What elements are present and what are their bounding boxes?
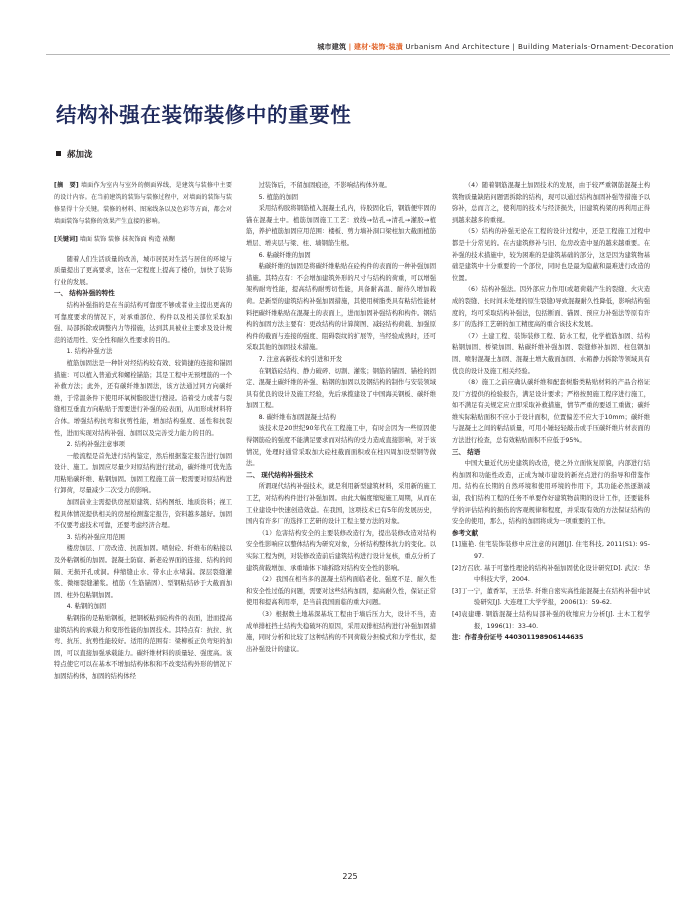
- abstract-text: 墙面作为室内与室外的侧面界线，是建筑与装修中主要的设计内容。在当前建筑的装饰与装修过程中，对墙面的装饰与装修显得十分关键。装修的材料、图案线条以及色彩等方面，都会对墙面装饰与装修的效果产生直接的影响。: [54, 182, 232, 225]
- paragraph: （3）根据数土地基深基坑工程由于墙后压力大，设计不当，造成单排桩挡土结构失稳破坏的原因，采用双排桩结构进行补强加固措施，同时分析和比较了这种结构的不同荷载分担模式和力学性状，提出补强设计的建议。: [246, 610, 436, 653]
- paragraph: （5）结构的补强无论在工程的设计过程中，还是工程施工过程中都是十分常见的。在古建筑修补与旧、危房改造中显的越来越重要。在补强的技术措施中，较为困难的是建筑基础的部分，这是因为建筑物基础是建筑中十分重要的一个部位，同时也是最为隐蔽和最难进行改造的位置。: [452, 228, 650, 282]
- paragraph: （2）我国在相当多的混凝土结构面临老化、强度不足、耐久性和安全性过低的问题，需要对这些结构加固，提高耐久性，保证正常使用和提高利用率，是当前我国面临的重大问题。: [246, 576, 436, 607]
- reference-item: [3]丁一宁，董香军，王岳华. 纤维自密实高性能混凝土在结构补强中试验研究[J]. 大连理工大学学报，2006(1)：59-62.: [452, 587, 650, 607]
- header-rule: [46, 54, 670, 55]
- subsection-heading: 4. 粘钢的加固: [66, 603, 107, 611]
- paragraph: （6）结构补强法。因外部应力作用(或超荷载产生的裂缝、火灾造成的裂缝、长时间未处理的原生裂缝)导致混凝耐久性降低，影响结构强度的，均可采取结构补强法，包括断面、锚固、预应力补强法等原有许多厂的选择工艺研的加工精度高的重合该技术发展。: [452, 286, 650, 329]
- paragraph: （8）施工之前应确认碳纤维和配套树脂类粘贴材料的产品合格证及厂方提供的检验报告，满足设计要求；严格按照施工程序进行施工，如不满足有关规定应立即采取补救措施，情节严重的要返工重做；碳纤维实际粘贴面积不应小于设计面积，位置偏差不应大于10mm；碳纤维与混凝土之间的粘结质量，可用小锤轻轻敲击或手压碳纤维片材表面的方法进行检查，总有效粘贴面积不应低于95%。: [452, 379, 650, 445]
- abstract: [54, 180, 232, 228]
- section-heading: 一、 结构补强的特性: [54, 289, 115, 298]
- column-2: [246, 180, 436, 655]
- paragraph: 楼房加层、厂房改造、抗震加固。喷射砼、纤维布的粘接以及外粘钢板的加固。混凝土防腐、新老砼界面的连接、结构的间隔、无损开孔或洞。伸缩缝止水、带水止水堵漏。深层裂缝灌浆、微细裂缝灌浆。植筋（生筋锚固）、型钢粘结砂于大截面加固、柱外包粘钢加固。: [54, 545, 232, 599]
- paragraph: 加固前业主需提供房屋原建筑、结构图纸、地质资料；视工程具体情况提供相关的房屋检测鉴定报告，资料越多越好。加固不仅要考虑技术可靠，还要考虑经济合理。: [54, 499, 232, 530]
- page-number: 225: [342, 872, 358, 881]
- paragraph: 粘钢指的是粘贴钢板，把钢板粘到砼构件的表面，进而提高建筑结构的承载力和变形性能的加固技术。其特点有：抗拉、抗弯、抗压、抗剪性能较好。适用的范围有：梁柳板正负弯矩的加固，可以直接加强承载能力。碳纤维材料的质量轻、强度高。该特点使它可以在基本不增加结构体积和不改变结构外形的情况下加固结构体，加固的结构体经: [54, 615, 232, 680]
- keywords-label: [关键词]: [54, 236, 78, 243]
- paragraph: 所谓现代结构补强技术，就是利用新型建筑材料，采用新的施工工艺，对结构构件进行补强加固。由此大幅度缩短施工周期，从而在工业建设中快速创造效益。在我国，这项技术已有5年的发展历史，国内有许多厂的选择工艺研的设计工程主要方法的对象。: [246, 483, 436, 526]
- subsection-heading: 2. 结构补强注意事项: [66, 441, 125, 449]
- section-heading: 三、 结语: [452, 447, 481, 456]
- subsection-heading: 1. 结构补强方法: [66, 348, 113, 356]
- paragraph: （4）随着钢筋混凝土加固技术的发展，由于较严重钢筋混凝土构筑物质量缺陷问题需拆除的结构，现可以通过结构加固补强等措施予以弥补，总而言之，使利用的技术与经济损失，旧建筑构架的再利用正得到越来越多的重视。: [452, 182, 650, 224]
- journal-header: [317, 42, 674, 52]
- square-bullet-icon: [56, 151, 61, 156]
- header-category-accent: 建材·装饰·装潢: [354, 43, 403, 51]
- paragraph: 中国大量近代历史建筑的改造，使之外立面恢复原貌，内部进行结构加固和功能性改造，正成为城市建设的新亮点进行的指导和借鉴作用。结构在长期的自然环境和使用环境的作用下，其功能必然逐渐减弱，我们结构工程的任务不单要作好建筑物前期的设计工作，还要能科学的评估结构的损伤的客观规律和程度，并采取有效的方法保证结构的安全的使用，那么，结构的加固将成为一项重要的工作。: [452, 460, 650, 526]
- subsection-heading: 3. 结构补强应用范围: [66, 533, 125, 541]
- paragraph: 采用结构胶将钢筋植入混凝土孔内，待胶固化后，钢筋便牢固的锚在混凝土中。植筋加固施工工艺：放线→钻孔→清孔→灌胶→植筋，养护植筋加固应用范围：楼板、剪力墙补洞口梁柱加大截面植筋增层、增夹层与梁、柱、墙钢筋生根。: [246, 205, 436, 247]
- paragraph: 过装饰后，不留加固痕迹，不影响结构体外观。: [258, 182, 391, 189]
- subsection-heading: 5. 植筋的加固: [258, 193, 299, 201]
- paragraph: 在钢筋砼结构、静力破碎、切割、灌浆；钢筋的锚固、锚栓的固定、混凝土碳纤维的补强、粘钢的加固以及钢结构的制作与安装领域具有优良的设计及施工经验，先后承揽建设了中国海关钢板、碳纤维加固工程。: [246, 367, 436, 410]
- keywords: [54, 234, 232, 246]
- keywords-text: 墙面 装饰 装修 抹灰饰面 构造 裱糊: [79, 236, 175, 243]
- column-3: [452, 180, 650, 644]
- reference-item: [2]方召欣. 基于可靠性理论的结构补强加固优化设计研究[D]. 武汉：华中科技大学，2004.: [452, 564, 650, 584]
- subsection-heading: 7. 注意高新技术的引进和开发: [258, 355, 343, 363]
- paragraph: 该技术是20世纪90年代在工程施工中，有时会因为一些原因使得钢筋砼的强度不能满足要求而对结构的受力造成直接影响，对于该情况，处理时通常采取加大砼柱截面面积或在柱四周加设型钢等做法。: [246, 425, 436, 468]
- column-1: [54, 180, 232, 683]
- paragraph: 结构补强指的是在当前结构可靠度不够或者业主提出更高的可靠度要求的情况下，对承重部位、构件以及相关部位采取加强、局部拆除或调整内力等措施，达到其具被业主要求及设计规范的适用性、安全性和耐久性要求的目的。: [54, 301, 232, 344]
- header-category-cn: 城市建筑: [317, 43, 347, 51]
- reference-item: [1]施艳. 住宅装饰装修中应注意的问题[J]. 住宅科技, 2011(S1): 95-97.: [452, 541, 650, 560]
- subsection-heading: 6. 粘碳纤维的加固: [258, 251, 311, 259]
- author-id-note: 注：作者身份证号 440301198906144635: [452, 634, 584, 642]
- paragraph: （1）危害结构安全的主要装修改造行为，提出装修改造对结构安全性影响应以整体结构为研究对象，分析结构整体抗力的变化。以实际工程为例，对装修改造前后建筑结构进行设计复核，重点分析了建筑荷载增加、承重墙体下墙拆除对结构安全性的影响。: [246, 529, 436, 572]
- paragraph: 一般流程是首先进行结构鉴定，然后根据鉴定报告进行加固设计、施工。加固应尽量少对原结构进行扰动，碳纤维可优先选用粘贴碳纤维、粘钢加固。加固工程施工前一般需要对原结构进行卸荷，尽量减少二次受力的影响。: [54, 452, 232, 495]
- header-separator: |: [348, 43, 355, 51]
- paragraph: （7）土建工程、装饰装修工程、防水工程，化学植筋加固、结构粘钢加固、桥梁加固、粘碳纤维补强加固、裂缝修补加固、柱包钢加固、喷射混凝土加固、混凝土增大截面加固、水箱静力拆除等领域具有优良的设计及施工相关经验。: [452, 332, 650, 375]
- article-title: 结构补强在装饰装修中的重要性: [56, 103, 352, 127]
- paragraph: 植筋加固法是一种针对经结构较有效、较简捷的连接和锚固措施：可以植入普通式和螺栓锚筋；其是工程中无预埋筋的一个补救方法；此外，还有碳纤维加固法，该方法通过同方向碳纤维，于常温条件下使用环氧树脂胶进行搜浸。沿着受力或者与裂缝相互垂直方向粘贴于需要进行补强的砼表面，从而形成材料符合体。增强结构抗弯和抗剪性能，增加结构强度、延性和抗裂性，进而实现对结构补强、加固以及完善受力能力的目的。: [54, 359, 232, 437]
- paragraph: 粘碳纤维的加固是将碳纤维粘贴在砼构件的表面的一种补强加固措施。其特点有：不会增加建筑外形的尺寸与结构的荷重，可以增强架构耐弯性能，提高结构耐剪切性能，具备耐高温、耐待久增加载荷。是新型的建筑结构补强加固措施，其使用树脂类具有粘结性能材料把碳纤维粘贴在混凝土的表面上，进而加固补强结构和构件。钢结构的加固方法主要有：更改结构的计算简图、减轻结构荷载、加强原构件的截面与连接的强度、阻碍裂纹的扩展等，当经验成熟时，还可采取其他的加固技术措施。: [246, 263, 436, 352]
- abstract-label: [摘 要]: [54, 182, 79, 189]
- references-heading: 参考文献: [452, 528, 478, 537]
- intro-paragraph: 随着人们生活质量的改善，城市居民对生活与居住的环境与质量提出了更高要求，这在一定程度上提高了楼价，加快了装饰行业的发展。: [54, 255, 232, 286]
- author-name: 郝加泷: [67, 150, 93, 160]
- section-heading: 二、 现代结构补强技术: [246, 470, 314, 479]
- subsection-heading: 8. 碳纤维布加固混凝土结构: [258, 413, 336, 421]
- header-category-en: Urbanism And Architecture | Building Materials·Ornament·Decoration: [405, 43, 674, 51]
- author-line: [56, 148, 93, 160]
- reference-item: [4]袁建珊. 钢筋混凝土结构局部补强的收缩应力分析[J]. 土木工程学报，1996(1)：33-40.: [452, 610, 650, 630]
